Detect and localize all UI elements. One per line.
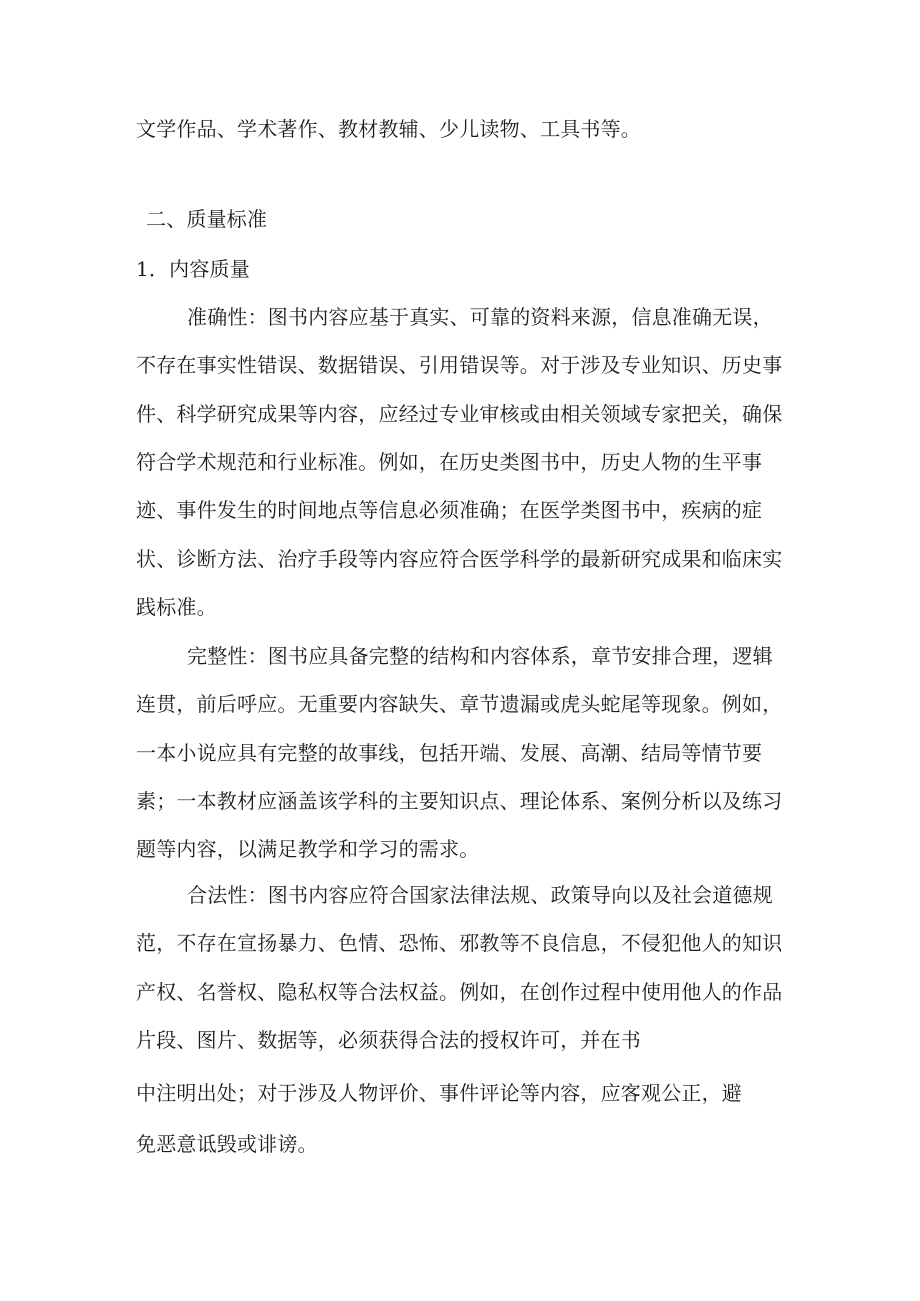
subsection-heading: 1．内容质量 xyxy=(136,257,250,281)
paragraph-line: 一本小说应具有完整的故事线，包括开端、发展、高潮、结局等情节要 xyxy=(136,741,763,765)
paragraph-line: 不存在事实性错误、数据错误、引用错误等。对于涉及专业知识、历史事 xyxy=(136,353,783,377)
paragraph-line: 践标准。 xyxy=(136,595,217,619)
intro-line: 文学作品、学术著作、教材教辅、少儿读物、工具书等。 xyxy=(136,117,641,141)
paragraph-line: 片段、图片、数据等，必须获得合法的授权许可，并在书 xyxy=(136,1028,641,1052)
paragraph-line: 题等内容，以满足教学和学习的需求。 xyxy=(136,837,480,861)
paragraph-line: 中注明出处；对于涉及人物评价、事件评论等内容，应客观公正，避 xyxy=(136,1081,742,1105)
paragraph-line: 连贯，前后呼应。无重要内容缺失、章节遗漏或虎头蛇尾等现象。例如， xyxy=(136,692,783,716)
paragraph-line: 免恶意诋毁或诽谤。 xyxy=(136,1132,318,1156)
paragraph-line: 状、诊断方法、治疗手段等内容应符合医学科学的最新研究成果和临床实 xyxy=(136,547,783,571)
paragraph-line: 合法性：图书内容应符合国家法律法规、政策导向以及社会道德规 xyxy=(187,883,773,907)
section-heading: 二、质量标准 xyxy=(146,207,268,231)
paragraph-line: 符合学术规范和行业标准。例如，在历史类图书中，历史人物的生平事 xyxy=(136,450,763,474)
paragraph-line: 件、科学研究成果等内容，应经过专业审核或由相关领域专家把关，确保 xyxy=(136,402,783,426)
paragraph-line: 迹、事件发生的时间地点等信息必须准确；在医学类图书中，疾病的症 xyxy=(136,498,763,522)
paragraph-line: 准确性：图书内容应基于真实、可靠的资料来源，信息准确无误， xyxy=(187,305,773,329)
paragraph-line: 产权、名誉权、隐私权等合法权益。例如，在创作过程中使用他人的作品 xyxy=(136,980,783,1004)
paragraph-line: 素；一本教材应涵盖该学科的主要知识点、理论体系、案例分析以及练习 xyxy=(136,789,783,813)
paragraph-line: 完整性：图书应具备完整的结构和内容体系，章节安排合理，逻辑 xyxy=(187,644,773,668)
paragraph-line: 范，不存在宣扬暴力、色情、恐怖、邪教等不良信息，不侵犯他人的知识 xyxy=(136,931,783,955)
